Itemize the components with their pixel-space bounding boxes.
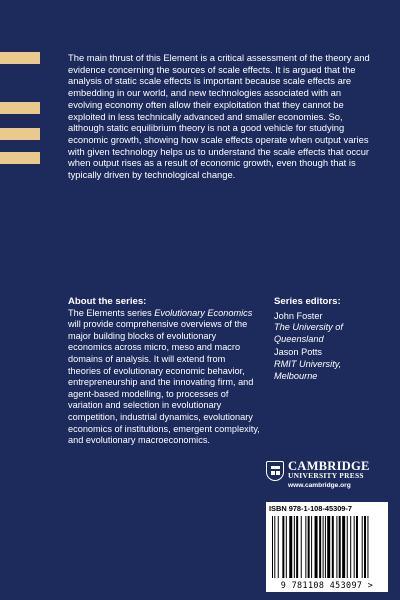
series-editors [274, 296, 384, 382]
publisher-name: CAMBRIDGE [288, 459, 370, 473]
publisher-url: www.cambridge.org [288, 482, 351, 489]
barcode-bars [272, 516, 382, 578]
editor-name: John Foster [274, 310, 323, 321]
about-series-text [68, 308, 260, 447]
accent-stripe-4 [0, 152, 40, 164]
about-series-heading: About the series: [68, 296, 147, 307]
crest-icon [266, 461, 284, 481]
accent-stripe-1 [0, 52, 40, 64]
about-series-text-prefix: The Elements series [68, 307, 155, 318]
about-series-text-rest: will provide comprehensive overviews of the major building blocks of evolutionary economics across micro, meso and macro domains of analysis. It will extend from theories of evolutionary economic behavior, entrepreneurship and the innovating firm, and agent-based modelling, to processes of variation and selection in evolutionary competition, industrial dynamics, evolutionary economics of institutions, emergent complexity, and evolutionary macroeconomics. [68, 319, 260, 446]
editor-affiliation: RMIT University, Melbourne [274, 358, 342, 381]
accent-stripe-3 [0, 128, 40, 140]
back-cover-blurb: The main thrust of this Element is a critical assessment of the theory and evidence concerning the sources of scale effects. It is argued that the analysis of static scale effects is important because scale effects are embedding in our world, and new technologies associated with an evolving economy often allow their exploitation that they cannot be exploited in less technically advanced and smaller economies. So, although static equilibrium theory is not a good vehicle for studying economic growth, showing how scale effects operate when output varies with given technology helps us to understand the scale effects that occur when output rises as a result of economic growth, even though that is typically driven by technological change. [68, 52, 370, 181]
series-name: Evolutionary Economics [154, 307, 253, 318]
editor-affiliation: The University of Queensland [274, 322, 343, 344]
isbn-barcode [266, 502, 388, 592]
publisher-logo [266, 461, 388, 489]
accent-stripe-2 [0, 102, 40, 114]
series-editors-heading: Series editors: [274, 296, 341, 307]
editor-name: Jason Potts [274, 347, 323, 358]
isbn-text: ISBN 978-1-108-45309-7 [269, 504, 352, 513]
barcode-digits: 9 781108 453097 > [280, 580, 374, 590]
publisher-subname: UNIVERSITY PRESS [288, 471, 364, 480]
about-series [68, 296, 260, 447]
